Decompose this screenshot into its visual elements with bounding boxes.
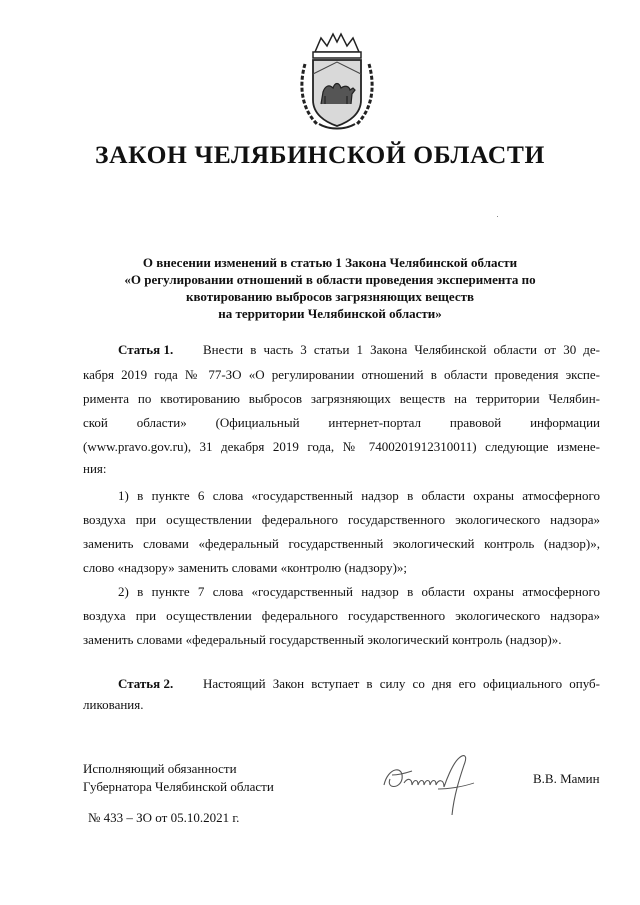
- item-1-line: воздуха при осуществлении федерального государственного экологического надзора»: [83, 512, 600, 527]
- signatory-position-line: Губернатора Челябинской области: [83, 779, 274, 794]
- subtitle-line: О внесении изменений в статью 1 Закона Челябинской области: [142, 255, 518, 270]
- item-2-line: 2) в пункте 7 слова «государственный надзор в области охраны атмосферного: [118, 584, 600, 599]
- article-1-text: Внести в часть 3 статьи 1 Закона Челябинской области от 30 де-: [203, 342, 600, 357]
- subtitle-line: на территории Челябинской области»: [218, 306, 442, 321]
- article-2-label: Статья 2.: [118, 676, 174, 691]
- item-1-line: слово «надзору» заменить словами «контролю (надзору)»;: [83, 560, 408, 575]
- article-1-line: кабря 2019 года № 77-ЗО «О регулировании отношений в области проведения экспе-: [83, 367, 600, 382]
- item-1-line: 1) в пункте 6 слова «государственный надзор в области охраны атмосферного: [118, 488, 600, 503]
- law-number: № 433 – ЗО от 05.10.2021 г.: [88, 810, 240, 825]
- subtitle-line: «О регулировании отношений в области проведения эксперимента по: [124, 272, 536, 287]
- article-2-line: ликования.: [83, 697, 144, 712]
- coat-of-arms-icon: [295, 30, 379, 134]
- article-1-first-line: [118, 339, 600, 361]
- article-1-label: Статья 1.: [118, 342, 174, 357]
- subtitle-line: квотированию выбросов загрязняющих веществ: [186, 289, 474, 304]
- law-subtitle: [100, 254, 560, 322]
- article-1-line: (www.pravo.gov.ru), 31 декабря 2019 года, № 7400201912310011) следующие измене-: [83, 439, 600, 454]
- article-1-line: римента по квотированию выбросов загрязняющих веществ на территории Челябин-: [83, 391, 600, 406]
- handwritten-signature: [378, 745, 488, 820]
- item-2-line: воздуха при осуществлении федерального государственного экологического надзора»: [83, 608, 600, 623]
- signatory-name: В.В. Мамин: [533, 771, 600, 786]
- item-2-line: заменить словами «федеральный государственный экологический контроль (надзор)».: [83, 632, 562, 647]
- scan-speck: [497, 216, 498, 217]
- signatory-position-line: Исполняющий обязанности: [83, 761, 237, 776]
- item-1-line: заменить словами «федеральный государственный экологический контроль (надзор)»,: [83, 536, 600, 551]
- signatory-position: [83, 760, 274, 796]
- article-1-line: ния:: [83, 461, 107, 476]
- article-1-line: ской области» (Официальный интернет-портал правовой информации: [83, 415, 600, 430]
- article-2-text: Настоящий Закон вступает в силу со дня его официального опуб-: [203, 676, 600, 691]
- article-2-first-line: [118, 673, 600, 695]
- document-title: ЗАКОН ЧЕЛЯБИНСКОЙ ОБЛАСТИ: [95, 140, 545, 169]
